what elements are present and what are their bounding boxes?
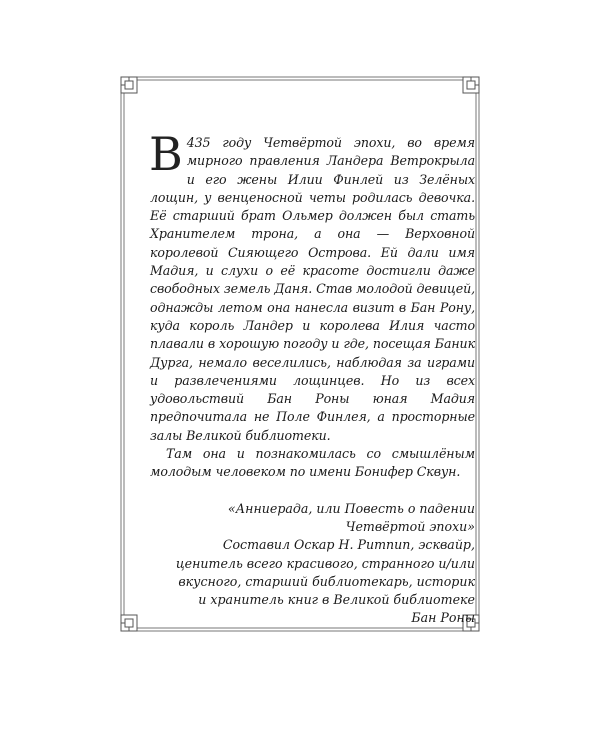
attribution-line-4: ценитель всего красивого, странного и/или [175, 555, 475, 571]
attribution-line-3: Составил Оскар Н. Ритпип, эсквайр, [222, 537, 475, 553]
corner-ornament-top-right [463, 77, 479, 93]
paragraph-2: Там она и познакомилась со смышлёным молодым человеком по имени Бонифер Сквун. [150, 446, 475, 480]
attribution [150, 500, 475, 628]
attribution-line-5: вкусного, старший библиотекарь, историк [178, 573, 475, 589]
drop-cap: В [149, 127, 183, 181]
page-content [149, 127, 475, 628]
corner-ornament-bottom-left [121, 615, 137, 631]
corner-ornament-top-left [121, 77, 137, 93]
attribution-line-7: Бан Роны [411, 610, 475, 626]
paragraph-1 [149, 127, 475, 445]
attribution-line-2: Четвёртой эпохи» [345, 518, 475, 534]
paragraph-1-text: 435 году Четвёртой эпохи, во время мирного правления Ландера Ветрокрыла и его жены Илии Финлей из Зелёных лощин, у венценосной четы родилась девочка. Её старший брат Ольмер должен был стать Хранителем трона, а она — Верховной королевой Сияющего Острова. Ей дали имя Мадия, и слухи о её красоте достигли даже свободных земель Даня. Став молодой девицей, однажды летом она нанесла визит в Бан Рону, куда король Ландер и королева Илия часто плавали в хорошую погоду и где, посещая Баник Дурга, немало веселились, наблюдая за играми и развлечениями лощинцев. Но из всех удовольствий Бан Роны юная Мадия предпочитала не Поле Финлея, а просторные залы Великой библиотеки. [150, 135, 475, 443]
attribution-line-6: и хранитель книг в Великой библиотеке [198, 592, 475, 608]
attribution-line-1: «Анниерада, или Повесть о падении [227, 500, 475, 516]
